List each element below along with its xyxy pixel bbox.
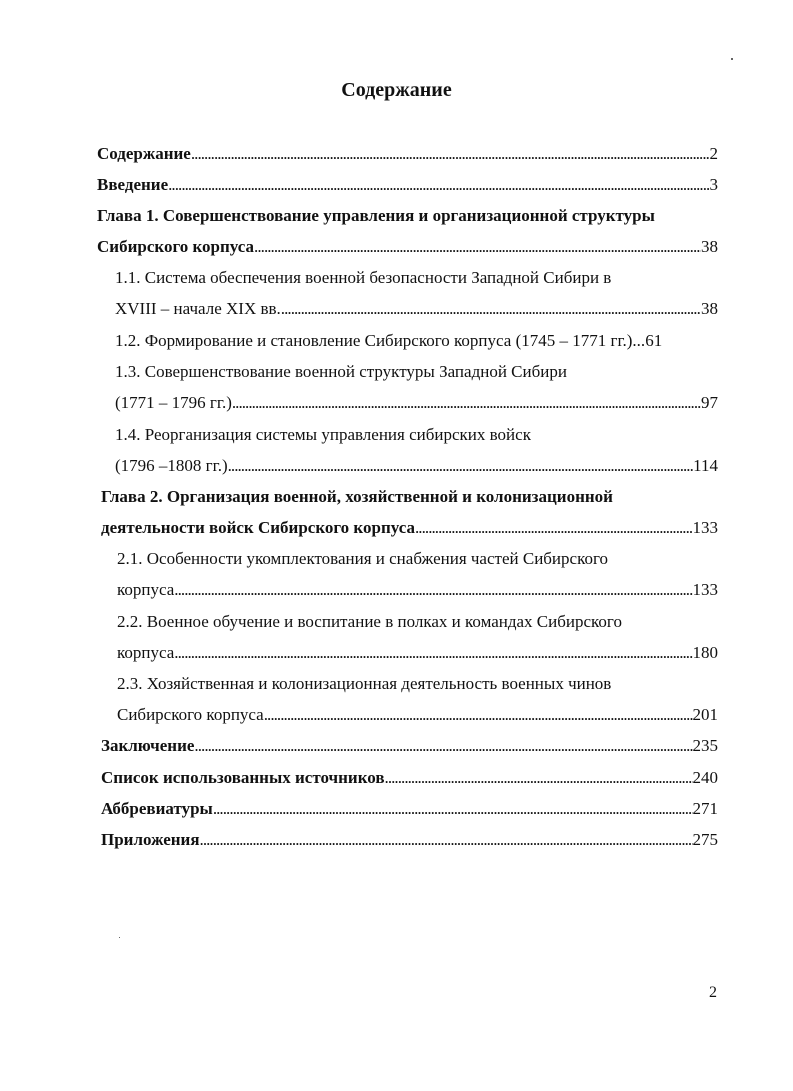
toc-entry-text: (1771 – 1796 гг.) xyxy=(115,393,232,412)
toc-entry-page: 97 xyxy=(701,393,718,412)
toc-entry-text: 1.4. Реорганизация системы управления сибирских войск xyxy=(115,425,531,444)
toc-entry-page: 275 xyxy=(692,830,718,849)
toc-entry-text: (1796 –1808 гг.) xyxy=(115,456,228,475)
toc-leader-dots xyxy=(174,642,692,664)
toc-entry-page: 38 xyxy=(701,237,718,256)
toc-entry-text: корпуса xyxy=(117,580,175,599)
toc-entry-page: 240 xyxy=(692,768,718,787)
toc-entry-text: 2.3. Хозяйственная и колонизационная деятельность военных чинов xyxy=(117,674,612,693)
toc-leader-dots xyxy=(228,455,694,477)
toc-entry-sources[interactable] xyxy=(101,767,718,789)
toc-entry-page: 201 xyxy=(692,705,718,724)
toc-entry-text: Сибирского корпуса xyxy=(97,237,255,256)
toc-entry-text: Глава 1. Совершенствование управления и организационной структуры xyxy=(97,206,655,225)
toc-entry-text: Сибирского корпуса xyxy=(117,705,264,724)
toc-entry-section-1-4-title[interactable] xyxy=(115,424,718,446)
toc-entry-text: 1.3. Совершенствование военной структуры Западной Сибири xyxy=(115,362,567,381)
toc-entry-page: 61 xyxy=(645,331,663,350)
toc-entry-text: корпуса xyxy=(117,643,175,662)
toc-leader-dots xyxy=(191,143,710,165)
toc-leader-dots xyxy=(194,735,692,757)
toc-entry-text: 2.1. Особенности укомплектования и снабжения частей Сибирского xyxy=(117,549,609,568)
toc-entry-introduction[interactable] xyxy=(97,174,718,196)
toc-leader-dots xyxy=(168,174,709,196)
toc-leader-dots xyxy=(254,236,701,258)
toc-entry-section-1-3-title[interactable] xyxy=(115,361,718,383)
toc-entry-page: 38 xyxy=(701,299,718,318)
toc-entry-section-2-2-title[interactable] xyxy=(117,611,718,633)
toc-entry-section-2-2[interactable] xyxy=(117,642,718,664)
toc-leader-dots xyxy=(213,798,693,820)
toc-leader-dots xyxy=(415,517,693,539)
toc-entry-text: Приложения xyxy=(101,830,200,849)
toc-entry-section-1-4[interactable] xyxy=(115,455,718,477)
toc-leader-dots xyxy=(174,579,692,601)
page-title: Содержание xyxy=(341,79,452,101)
toc-entry-text: Введение xyxy=(97,175,169,194)
toc-entry-chapter-2[interactable] xyxy=(101,517,718,539)
toc-entry-text: Содержание xyxy=(97,144,191,163)
toc-entry-text: XVIII – начале XIX вв. xyxy=(115,299,281,318)
toc-entry-section-2-1[interactable] xyxy=(117,579,718,601)
toc-entry-chapter-1[interactable] xyxy=(97,236,718,258)
toc-entry-chapter-1-title[interactable] xyxy=(97,205,718,227)
page-number: 2 xyxy=(709,984,717,1001)
toc-entry-page: 235 xyxy=(692,736,718,755)
toc-leader-dots xyxy=(232,392,701,414)
toc-entry-page: 133 xyxy=(692,580,718,599)
toc-entry-page: 114 xyxy=(693,456,718,475)
toc-leader-dots xyxy=(281,298,701,320)
toc-entry-section-2-3[interactable] xyxy=(117,704,718,726)
toc-entry-page: 180 xyxy=(692,643,718,662)
toc-entry-chapter-2-title[interactable] xyxy=(101,486,718,508)
toc-entry-abbreviations[interactable] xyxy=(101,798,718,820)
toc-entry-section-1-1-title[interactable] xyxy=(115,267,718,289)
toc-leader-dots xyxy=(264,704,693,726)
toc-entry-text: 1.1. Система обеспечения военной безопасности Западной Сибири в xyxy=(115,268,612,287)
toc-entry-text: Заключение xyxy=(101,736,195,755)
toc-entry-text: деятельности войск Сибирского корпуса xyxy=(101,518,415,537)
toc-entry-section-1-3[interactable] xyxy=(115,392,718,414)
toc-entry-page: 271 xyxy=(692,799,718,818)
toc-entry-text: 1.2. Формирование и становление Сибирского корпуса (1745 – 1771 гг.)... xyxy=(115,331,646,350)
toc-leader-dots xyxy=(385,767,693,789)
toc-entry-conclusion[interactable] xyxy=(101,735,718,757)
toc-entry-section-2-3-title[interactable] xyxy=(117,673,718,695)
toc-entry-text: Глава 2. Организация военной, хозяйственной и колонизационной xyxy=(101,487,613,506)
scan-speck xyxy=(119,937,120,938)
toc-entry-page: 2 xyxy=(709,144,718,163)
toc-entry-page: 133 xyxy=(692,518,718,537)
toc-entry-section-1-2[interactable] xyxy=(115,330,718,352)
toc-entry-text: 2.2. Военное обучение и воспитание в полках и командах Сибирского xyxy=(117,612,622,631)
scan-speck xyxy=(731,58,733,60)
toc-entry-contents[interactable] xyxy=(97,143,718,165)
toc-leader-dots xyxy=(200,829,693,851)
toc-entry-section-1-1[interactable] xyxy=(115,298,718,320)
toc-entry-text: Список использованных источников xyxy=(101,768,385,787)
toc-entry-section-2-1-title[interactable] xyxy=(117,548,718,570)
toc-entry-text: Аббревиатуры xyxy=(101,799,213,818)
toc-entry-appendices[interactable] xyxy=(101,829,718,851)
toc-entry-page: 3 xyxy=(709,175,718,194)
